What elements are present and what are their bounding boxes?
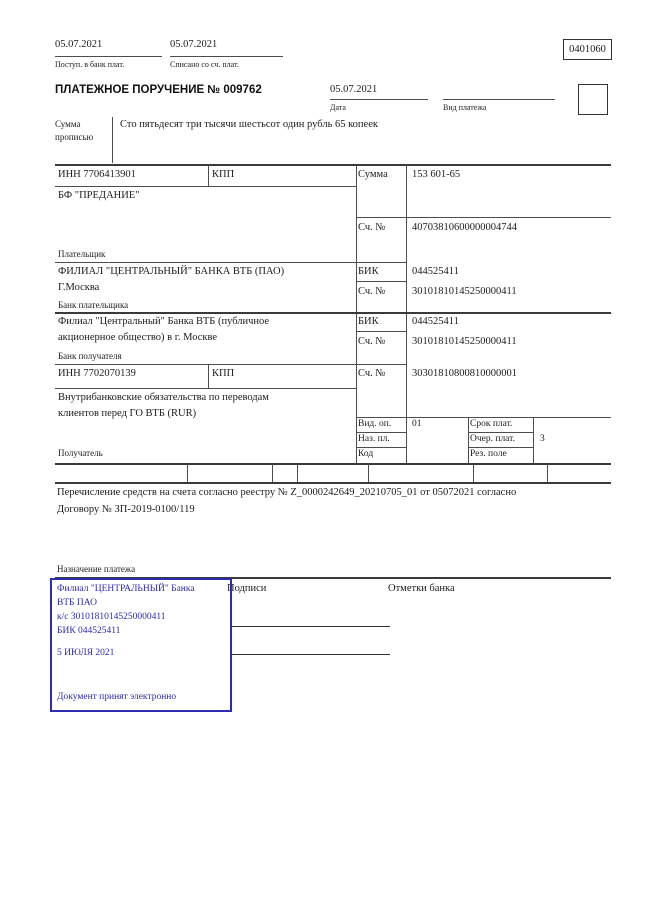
payee-account-value: 30301810800810000001 bbox=[412, 368, 517, 379]
stamp-bik: БИК 044525411 bbox=[57, 626, 121, 636]
purpose-line-2: Договору № ЗП-2019-0100/119 bbox=[57, 504, 195, 515]
payee-kpp-label: КПП bbox=[212, 368, 235, 379]
date-underline bbox=[330, 99, 428, 100]
mini-table-row-line-2a bbox=[356, 447, 406, 448]
amount-value: 153 601-65 bbox=[412, 169, 461, 180]
status-box bbox=[578, 84, 608, 115]
op-kind-label: Вид. оп. bbox=[358, 419, 392, 429]
label-column-left-border bbox=[356, 165, 357, 463]
purpose-code-label: Наз. пл. bbox=[358, 434, 390, 444]
payee-bank-name-1: Филиал "Центральный" Банка ВТБ (публичное bbox=[58, 316, 270, 327]
payee-bank-name-2: акционерное общество) в г. Москве bbox=[58, 332, 218, 343]
payer-bank-bik-underline bbox=[356, 281, 406, 282]
signature-line-2 bbox=[230, 654, 390, 655]
op-kind-value: 01 bbox=[412, 419, 422, 429]
priority-label: Очер. плат. bbox=[470, 434, 515, 444]
payer-inn-kpp-divider bbox=[208, 165, 209, 186]
payee-bank-account-value: 30101810145250000411 bbox=[412, 336, 517, 347]
table-line-top bbox=[55, 164, 611, 166]
stat-row-bottom-line bbox=[55, 482, 611, 484]
payee-bank-bik-label: БИК bbox=[358, 316, 379, 327]
priority-value: 3 bbox=[540, 434, 545, 444]
received-in-bank-label: Поступ. в банк плат. bbox=[55, 60, 125, 69]
document-date: 05.07.2021 bbox=[330, 84, 378, 95]
mini-table-top-line bbox=[356, 417, 611, 418]
payee-name-1: Внутрибанковские обязательства по переводам bbox=[58, 392, 269, 403]
amount-cell-underline bbox=[356, 217, 611, 218]
payer-account-label: Сч. № bbox=[358, 222, 386, 233]
label-column-right-border bbox=[406, 165, 407, 463]
stat-divider-2 bbox=[272, 464, 273, 482]
due-date-label: Срок плат. bbox=[470, 419, 513, 429]
payee-bank-section-underline bbox=[55, 364, 406, 365]
payer-bank-section-label: Банк плательщика bbox=[58, 300, 129, 310]
debited-date-underline bbox=[170, 56, 283, 57]
payer-bank-bik-value: 044525411 bbox=[412, 266, 459, 277]
payee-section-label: Получатель bbox=[58, 448, 103, 458]
payee-name-2: клиентов перед ГО ВТБ (RUR) bbox=[58, 408, 197, 419]
payee-bank-bik-underline bbox=[356, 331, 406, 332]
amount-words-value: Сто пятьдесят три тысячи шестьсот один рубль 65 копеек bbox=[120, 119, 378, 130]
payer-kpp-label: КПП bbox=[212, 169, 235, 180]
code-label: Код bbox=[358, 449, 374, 459]
stamp-date: 5 ИЮЛЯ 2021 bbox=[57, 648, 115, 658]
payer-name: БФ "ПРЕДАНИЕ" bbox=[58, 190, 140, 201]
received-in-bank-date: 05.07.2021 bbox=[55, 39, 103, 50]
debited-from-account-date: 05.07.2021 bbox=[170, 39, 218, 50]
payer-bank-name-2: Г.Москва bbox=[58, 282, 100, 293]
stat-row-top-line bbox=[55, 463, 611, 465]
payee-inn-row-underline bbox=[55, 388, 356, 389]
date-label: Дата bbox=[330, 103, 346, 112]
payee-inn-kpp-divider bbox=[208, 364, 209, 388]
debited-from-account-label: Списано со сч. плат. bbox=[170, 60, 239, 69]
payee-bank-section-label: Банк получателя bbox=[58, 351, 122, 361]
payer-inn: ИНН 7706413901 bbox=[58, 169, 136, 180]
stat-divider-4 bbox=[368, 464, 369, 482]
payee-account-label: Сч. № bbox=[358, 368, 386, 379]
payee-bank-account-label: Сч. № bbox=[358, 336, 386, 347]
payer-account-value: 40703810600000004744 bbox=[412, 222, 517, 233]
mini-table-divider-2 bbox=[533, 417, 534, 463]
mini-table-divider-1 bbox=[468, 417, 469, 463]
stat-divider-1 bbox=[187, 464, 188, 482]
payer-bank-name-1: ФИЛИАЛ "ЦЕНТРАЛЬНЫЙ" БАНКА ВТБ (ПАО) bbox=[58, 266, 285, 277]
purpose-line-1: Перечисление средств на счета согласно реестру № Z_0000242649_20210705_01 от 05072021 согласно bbox=[57, 487, 517, 498]
amount-words-label-1: Сумма bbox=[55, 119, 81, 129]
stamp-bank-name-2: ВТБ ПАО bbox=[57, 598, 97, 608]
amount-label: Сумма bbox=[358, 169, 388, 180]
payee-bank-bik-value: 044525411 bbox=[412, 316, 459, 327]
bank-marks-heading: Отметки банка bbox=[388, 583, 455, 594]
payer-inn-row-underline bbox=[55, 186, 356, 187]
mini-table-row-line-1b bbox=[468, 432, 533, 433]
payment-kind-underline bbox=[443, 99, 555, 100]
stamp-corr-account: к/с 30101810145250000411 bbox=[57, 612, 166, 622]
form-code-box: 0401060 bbox=[563, 39, 612, 60]
payer-bank-account-value: 30101810145250000411 bbox=[412, 286, 517, 297]
signatures-heading: Подписи bbox=[227, 583, 267, 594]
stat-divider-3 bbox=[297, 464, 298, 482]
payer-bank-bik-label: БИК bbox=[358, 266, 379, 277]
document-title: ПЛАТЕЖНОЕ ПОРУЧЕНИЕ № 009762 bbox=[55, 84, 262, 96]
mini-table-row-line-1a bbox=[356, 432, 406, 433]
amount-words-divider bbox=[112, 117, 113, 163]
reserve-field-label: Рез. поле bbox=[470, 449, 507, 459]
payer-bank-section-underline bbox=[55, 312, 611, 314]
payer-bank-account-label: Сч. № bbox=[358, 286, 386, 297]
signature-line-1 bbox=[230, 626, 390, 627]
payee-inn: ИНН 7702070139 bbox=[58, 368, 136, 379]
stamp-note: Документ принят электронно bbox=[57, 692, 177, 702]
payer-section-label: Плательщик bbox=[58, 249, 106, 259]
mini-table-row-line-2b bbox=[468, 447, 533, 448]
stamp-bank-name-1: Филиал "ЦЕНТРАЛЬНЫЙ" Банка bbox=[57, 584, 195, 594]
bank-stamp bbox=[50, 578, 232, 712]
received-date-underline bbox=[55, 56, 162, 57]
purpose-section-label: Назначение платежа bbox=[57, 564, 136, 574]
payment-kind-label: Вид платежа bbox=[443, 103, 487, 112]
amount-words-label-2: прописью bbox=[55, 132, 94, 142]
stat-divider-5 bbox=[473, 464, 474, 482]
stat-divider-6 bbox=[547, 464, 548, 482]
payer-section-underline bbox=[55, 262, 406, 263]
